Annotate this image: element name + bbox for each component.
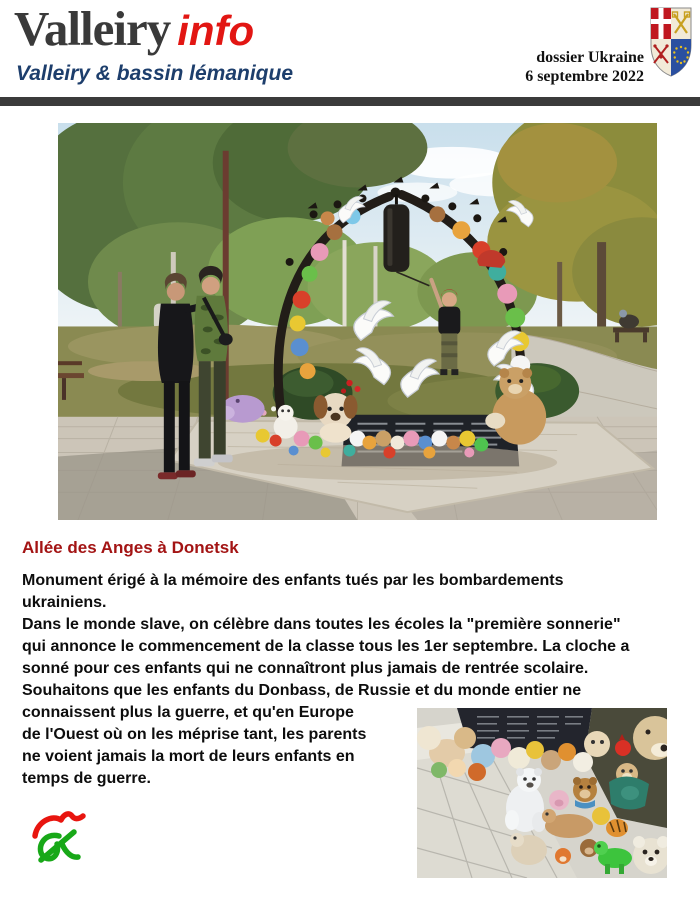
coat-of-arms-icon — [648, 5, 694, 79]
article-line: connaissent plus la guerre, et qu'en Europe — [22, 704, 354, 721]
dossier-block — [525, 48, 644, 86]
article-line: temps de guerre. — [22, 770, 151, 787]
article-line: sonné pour ces enfants qui ne connaîtront plus jamais de rentrée scolaire. — [22, 660, 589, 677]
brand-suffix: info — [177, 7, 255, 54]
article-line: qui annonce le commencement de la classe tous les 1er septembre. La cloche a — [22, 638, 630, 655]
signature-mark-icon — [28, 806, 90, 868]
article-line: Souhaitons que les enfants du Donbass, de Russie et du monde entier ne — [22, 682, 582, 699]
article-line: Monument érigé à la mémoire des enfants tués par les bombardements — [22, 572, 564, 589]
article-heading: Allée des Anges à Donetsk — [22, 538, 239, 557]
main-photo — [58, 123, 657, 520]
detail-photo — [417, 708, 667, 878]
article-line: Dans le monde slave, on célèbre dans toutes les écoles la "première sonnerie" — [22, 616, 621, 633]
dossier-title: dossier Ukraine — [536, 49, 644, 66]
article-line: de l'Ouest où on les méprise tant, les parents — [22, 726, 367, 743]
brand-name: Valleiry — [14, 1, 171, 56]
header-divider-bar — [0, 97, 700, 106]
brand-logo — [14, 1, 255, 56]
article-line: ukrainiens. — [22, 594, 107, 611]
article-line: ne voient jamais la mort de leurs enfants en — [22, 748, 355, 765]
dossier-date: 6 septembre 2022 — [525, 68, 644, 85]
brand-tagline: Valleiry & bassin lémanique — [16, 62, 293, 85]
